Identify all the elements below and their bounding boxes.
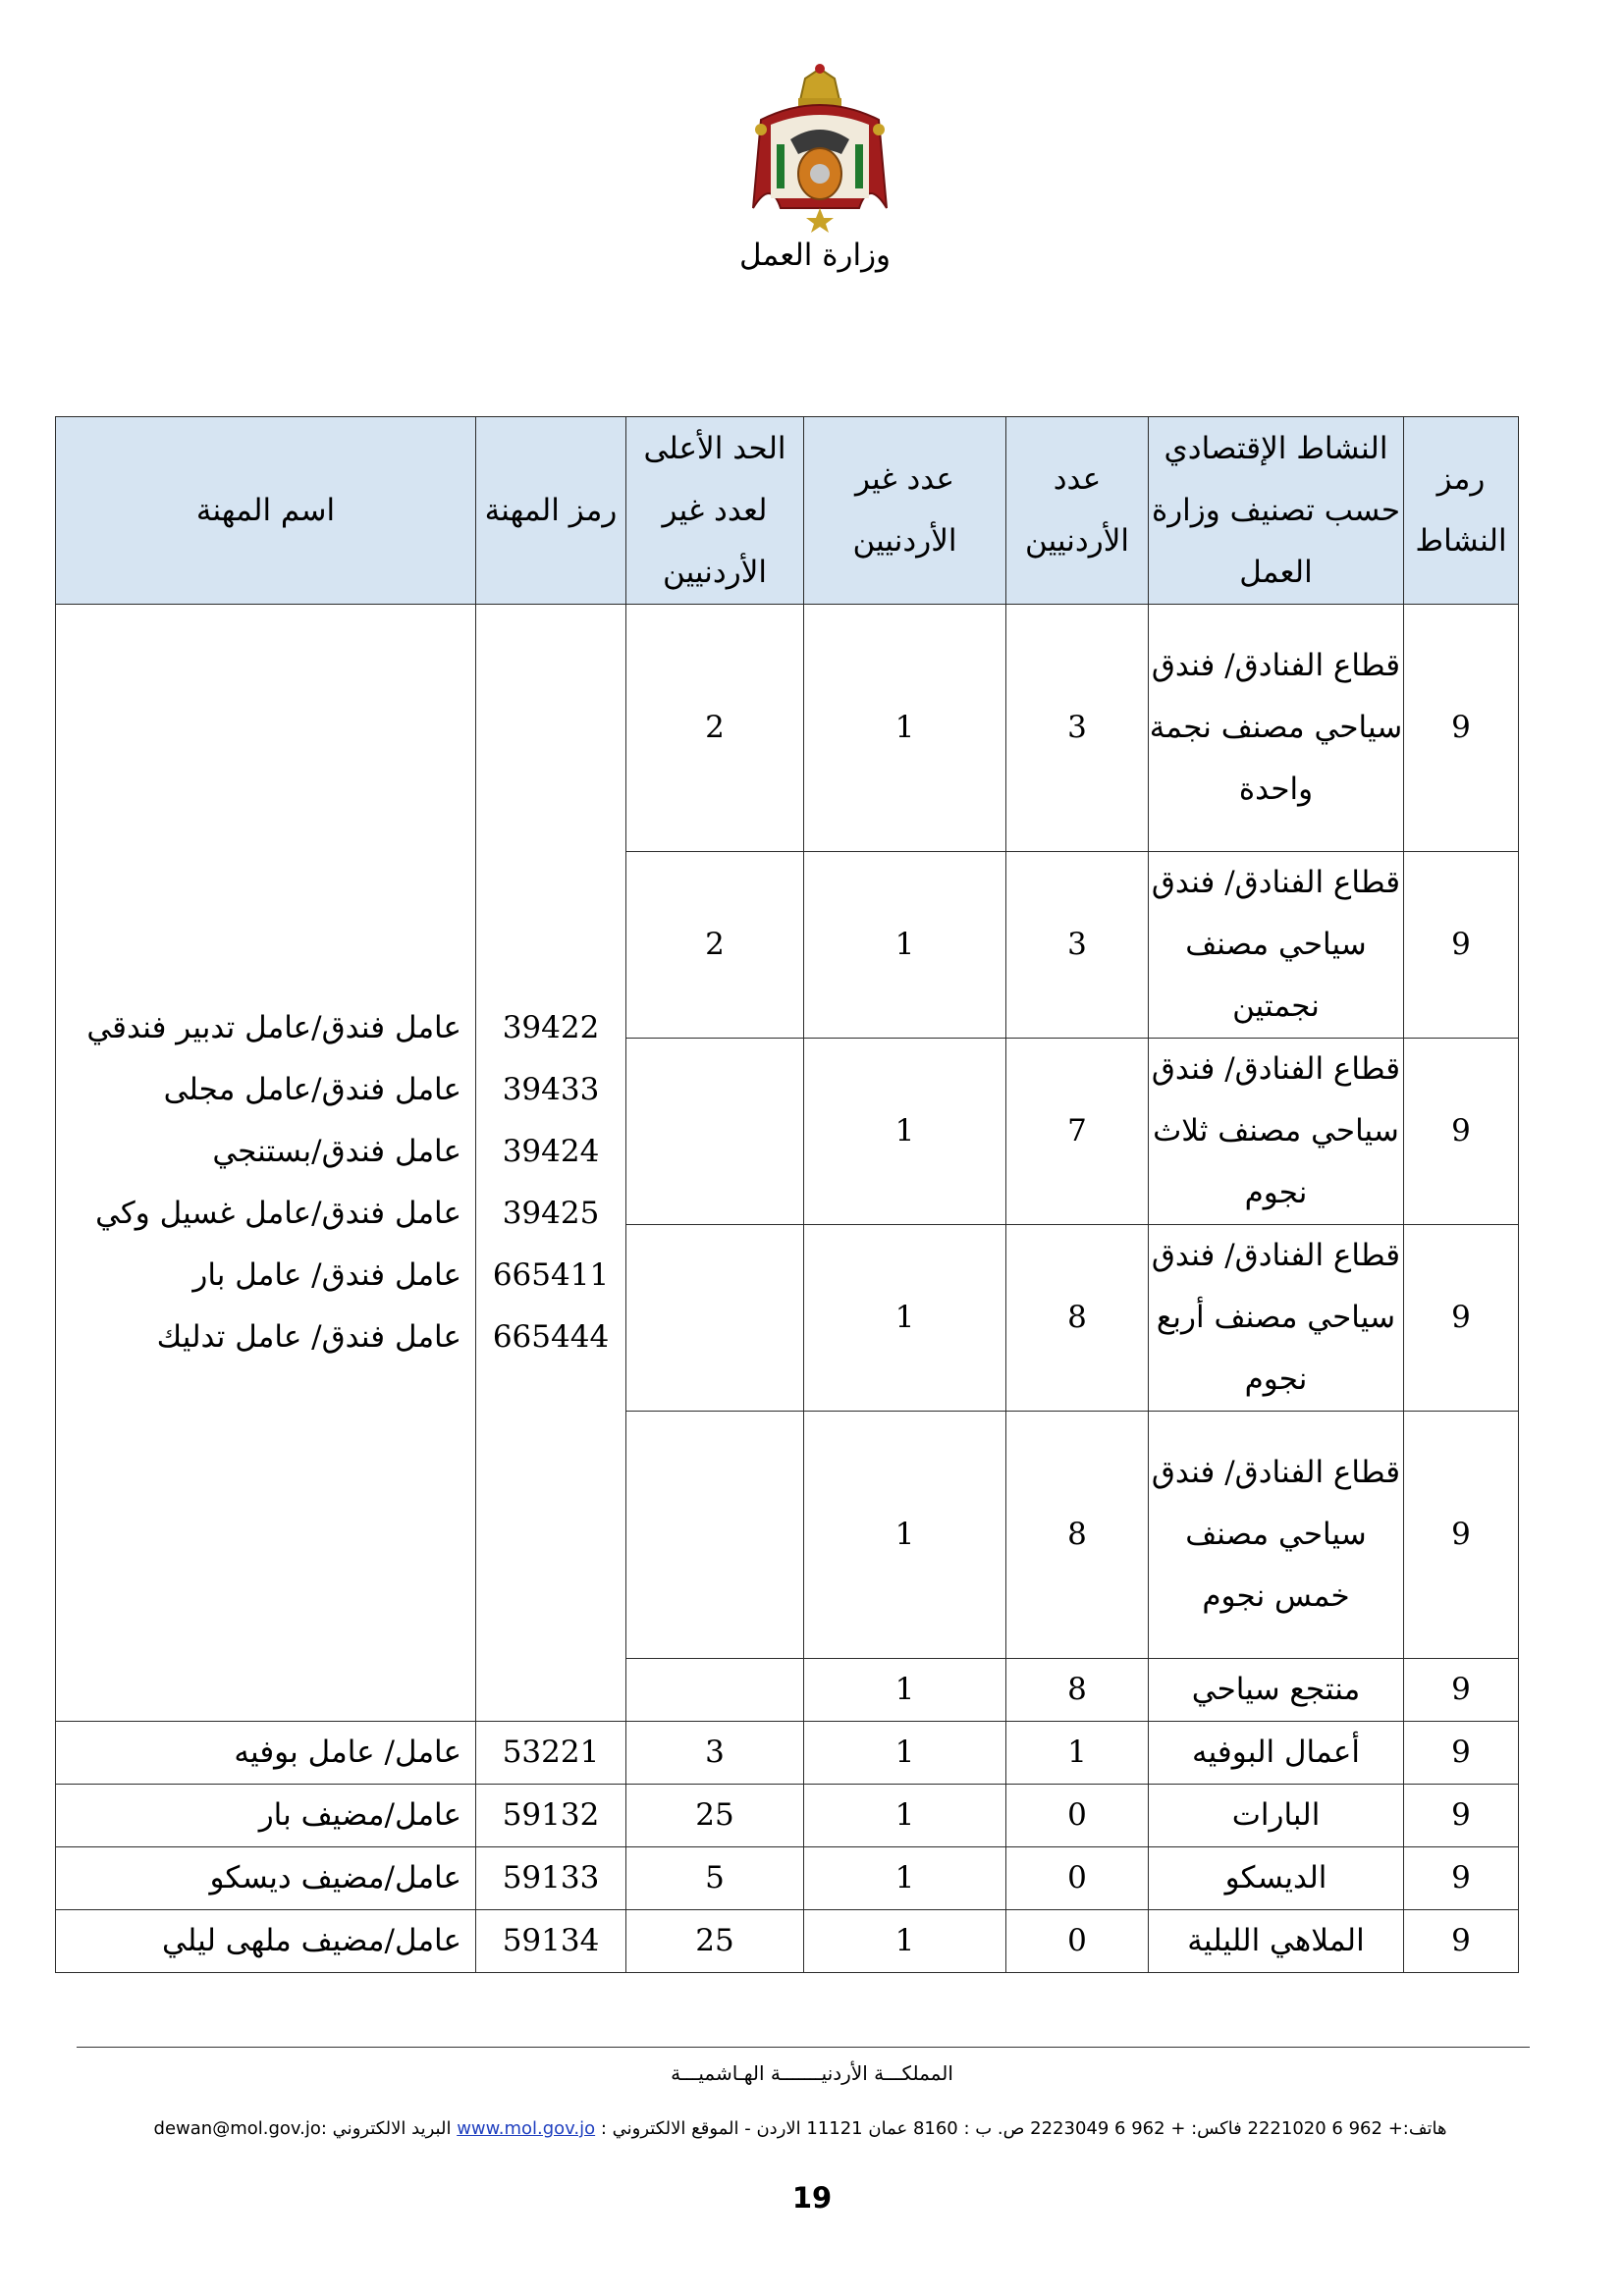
occupation-name-cell: عامل/مضيف بار xyxy=(56,1785,476,1847)
activity-cell: قطاع الفنادق/ فندق سياحي مصنف أربع نجوم xyxy=(1149,1225,1404,1412)
occupation-code: 39422 xyxy=(502,1009,600,1045)
activity-cell: البارات xyxy=(1149,1785,1404,1847)
contact-suffix: البريد الالكتروني :dewan@mol.gov.jo xyxy=(153,2118,452,2139)
activity-code-cell: 9 xyxy=(1404,1659,1519,1722)
table-row xyxy=(56,1910,1519,1973)
non-jordanians-cell: 1 xyxy=(804,852,1006,1039)
occupation-name: عامل فندق/عامل مجلى xyxy=(163,1071,461,1107)
table-row xyxy=(56,1847,1519,1910)
occupation-name: عامل فندق/عامل غسيل وكي xyxy=(95,1195,461,1231)
ministry-name: وزارة العمل xyxy=(738,238,892,273)
table-row xyxy=(56,1785,1519,1847)
max-cell xyxy=(626,1412,804,1659)
activity-cell: قطاع الفنادق/ فندق سياحي مصنف خمس نجوم xyxy=(1149,1412,1404,1659)
occupation-name: عامل فندق/ عامل تدليك xyxy=(156,1318,461,1355)
non-jordanians-cell: 1 xyxy=(804,605,1006,852)
max-cell: 5 xyxy=(626,1847,804,1910)
jordanians-cell: 8 xyxy=(1006,1659,1149,1722)
occupation-code-cell: 59133 xyxy=(476,1847,626,1910)
col-non-jordanians: عدد غير الأردنيين xyxy=(804,417,1006,605)
max-cell xyxy=(626,1039,804,1225)
non-jordanians-cell: 1 xyxy=(804,1412,1006,1659)
activity-code-cell: 9 xyxy=(1404,1785,1519,1847)
activity-cell: الملاهي الليلية xyxy=(1149,1910,1404,1973)
activity-code-cell: 9 xyxy=(1404,1412,1519,1659)
non-jordanians-cell: 1 xyxy=(804,1659,1006,1722)
occupation-code: 665444 xyxy=(492,1318,610,1355)
activities-table xyxy=(55,416,1519,1973)
occupation-code-cell: 59134 xyxy=(476,1910,626,1973)
occupation-code-cell: 59132 xyxy=(476,1785,626,1847)
activity-cell: قطاع الفنادق/ فندق سياحي مصنف ثلاث نجوم xyxy=(1149,1039,1404,1225)
occupation-code: 665411 xyxy=(492,1256,610,1293)
occupation-code: 39433 xyxy=(502,1071,600,1107)
max-cell: 2 xyxy=(626,852,804,1039)
jordanians-cell: 3 xyxy=(1006,852,1149,1039)
page-number: 19 xyxy=(791,2181,833,2215)
jordanians-cell: 1 xyxy=(1006,1722,1149,1785)
activity-code-cell: 9 xyxy=(1404,1225,1519,1412)
table-header-row xyxy=(56,417,1519,605)
jordanians-cell: 0 xyxy=(1006,1910,1149,1973)
footer-divider xyxy=(77,2047,1530,2048)
non-jordanians-cell: 1 xyxy=(804,1039,1006,1225)
activity-code-cell: 9 xyxy=(1404,605,1519,852)
occupation-name-cell: عامل/مضيف ملهى ليلي xyxy=(56,1910,476,1973)
table-row xyxy=(56,605,1519,852)
max-cell: 3 xyxy=(626,1722,804,1785)
activity-code-cell: 9 xyxy=(1404,1039,1519,1225)
jordanians-cell: 7 xyxy=(1006,1039,1149,1225)
col-activity-code: رمز النشاط xyxy=(1404,417,1519,605)
activity-cell: قطاع الفنادق/ فندق سياحي مصنف نجمتين xyxy=(1149,852,1404,1039)
max-cell: 25 xyxy=(626,1785,804,1847)
jordanians-cell: 8 xyxy=(1006,1225,1149,1412)
occupation-code: 39424 xyxy=(502,1133,600,1169)
occupation-code-cell: 53221 xyxy=(476,1722,626,1785)
activity-cell: الديسكو xyxy=(1149,1847,1404,1910)
jordanians-cell: 0 xyxy=(1006,1847,1149,1910)
activity-cell: قطاع الفنادق/ فندق سياحي مصنف نجمة واحدة xyxy=(1149,605,1404,852)
activity-code-cell: 9 xyxy=(1404,1910,1519,1973)
kingdom-name: المملكـــة الأردنيـــــــة الهـاشميـــة xyxy=(671,2061,953,2085)
non-jordanians-cell: 1 xyxy=(804,1910,1006,1973)
occupation-name-cell: عامل/مضيف ديسكو xyxy=(56,1847,476,1910)
col-max-non-jordanians: الحد الأعلى لعدد غير الأردنيين xyxy=(626,417,804,605)
coat-of-arms-emblem xyxy=(731,61,908,233)
occupation-name: عامل فندق/عامل تدبير فندقي xyxy=(86,1009,461,1045)
occupation-name-cell: عامل/ عامل بوفيه xyxy=(56,1722,476,1785)
col-jordanians: عدد الأردنيين xyxy=(1006,417,1149,605)
max-cell xyxy=(626,1659,804,1722)
non-jordanians-cell: 1 xyxy=(804,1785,1006,1847)
occupation-name: عامل فندق/ عامل بار xyxy=(192,1256,461,1293)
occupation-name: عامل فندق/بستنجي xyxy=(212,1133,461,1169)
max-cell xyxy=(626,1225,804,1412)
activity-code-cell: 9 xyxy=(1404,852,1519,1039)
contact-line xyxy=(98,2118,1502,2139)
max-cell: 25 xyxy=(626,1910,804,1973)
max-cell: 2 xyxy=(626,605,804,852)
jordanians-cell: 3 xyxy=(1006,605,1149,852)
non-jordanians-cell: 1 xyxy=(804,1225,1006,1412)
hotel-occupation-codes xyxy=(476,605,626,1722)
activity-code-cell: 9 xyxy=(1404,1847,1519,1910)
activity-cell: أعمال البوفيه xyxy=(1149,1722,1404,1785)
contact-prefix: هاتف:+ 962 6 2221020 فاكس: + 962 6 2223049 ص. ب : 8160 عمان 11121 الاردن - الموقع الالكتروني : xyxy=(600,2118,1447,2139)
jordanians-cell: 0 xyxy=(1006,1785,1149,1847)
occupation-code: 39425 xyxy=(502,1195,600,1231)
col-activity: النشاط الإقتصادي حسب تصنيف وزارة العمل xyxy=(1149,417,1404,605)
non-jordanians-cell: 1 xyxy=(804,1722,1006,1785)
col-occupation-code: رمز المهنة xyxy=(476,417,626,605)
activity-code-cell: 9 xyxy=(1404,1722,1519,1785)
col-occupation-name: اسم المهنة xyxy=(56,417,476,605)
jordanians-cell: 8 xyxy=(1006,1412,1149,1659)
hotel-occupation-names xyxy=(56,605,476,1722)
website-link[interactable]: www.mol.gov.jo xyxy=(457,2118,596,2139)
table-row xyxy=(56,1722,1519,1785)
non-jordanians-cell: 1 xyxy=(804,1847,1006,1910)
activity-cell: منتجع سياحي xyxy=(1149,1659,1404,1722)
